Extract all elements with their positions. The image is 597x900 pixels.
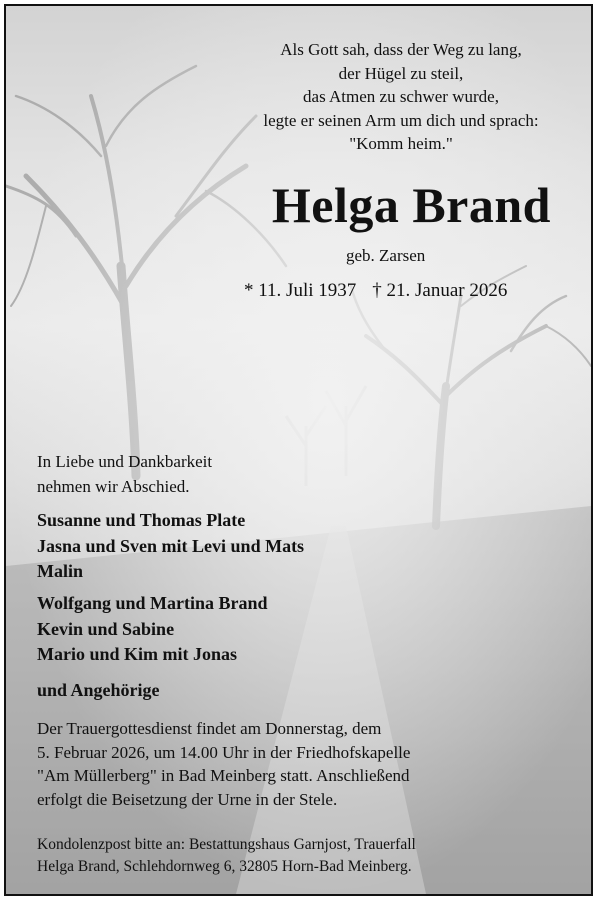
poem-line: legte er seinen Arm um dich und sprach: xyxy=(263,110,539,130)
contact-line: Kondolenzpost bitte an: Bestattungshaus Garnjost, Trauerfall xyxy=(37,836,416,853)
funeral-service-info xyxy=(37,717,577,811)
info-line: erfolgt die Beisetzung der Urne in der Stele. xyxy=(37,789,338,809)
family-group xyxy=(37,678,160,704)
family-line: Malin xyxy=(37,561,84,581)
family-line: Kevin und Sabine xyxy=(37,618,175,639)
contact-line: Helga Brand, Schlehdornweg 6, 32805 Horn-Bad Meinberg. xyxy=(37,858,412,875)
info-line: Der Trauergottesdienst findet am Donnerstag, dem xyxy=(37,719,382,738)
family-line: und Angehörige xyxy=(37,680,160,700)
poem-line: "Komm heim." xyxy=(349,134,453,153)
condolence-address xyxy=(37,834,577,878)
intro-line: nehmen wir Abschied. xyxy=(37,477,190,496)
family-line: Wolfgang und Martina Brand xyxy=(37,593,268,613)
family-line: Mario und Kim mit Jonas xyxy=(37,644,238,664)
intro-line: In Liebe und Dankbarkeit xyxy=(37,452,213,471)
info-line: "Am Müllerberg" in Bad Meinberg statt. Anschließend xyxy=(37,766,410,785)
deceased-name: Helga Brand xyxy=(271,177,551,233)
farewell-intro xyxy=(37,449,212,499)
poem-line: Als Gott sah, dass der Weg zu lang, xyxy=(280,40,522,59)
family-group xyxy=(37,508,304,585)
poem xyxy=(211,38,591,156)
birth-name: geb. Zarsen xyxy=(346,246,426,265)
family-line: Susanne und Thomas Plate xyxy=(37,510,246,530)
family-line: Jasna und Sven mit Levi und Mats xyxy=(37,535,305,556)
poem-line: der Hügel zu steil, xyxy=(338,63,464,83)
life-dates xyxy=(244,280,507,302)
death-date: † 21. Januar 2026 xyxy=(372,280,508,301)
info-line: 5. Februar 2026, um 14.00 Uhr in der Friedhofskapelle xyxy=(37,742,411,762)
poem-line: das Atmen zu schwer wurde, xyxy=(303,87,499,106)
birth-date: * 11. Juli 1937 xyxy=(244,280,357,301)
family-group xyxy=(37,591,268,668)
obituary-card xyxy=(4,4,593,896)
